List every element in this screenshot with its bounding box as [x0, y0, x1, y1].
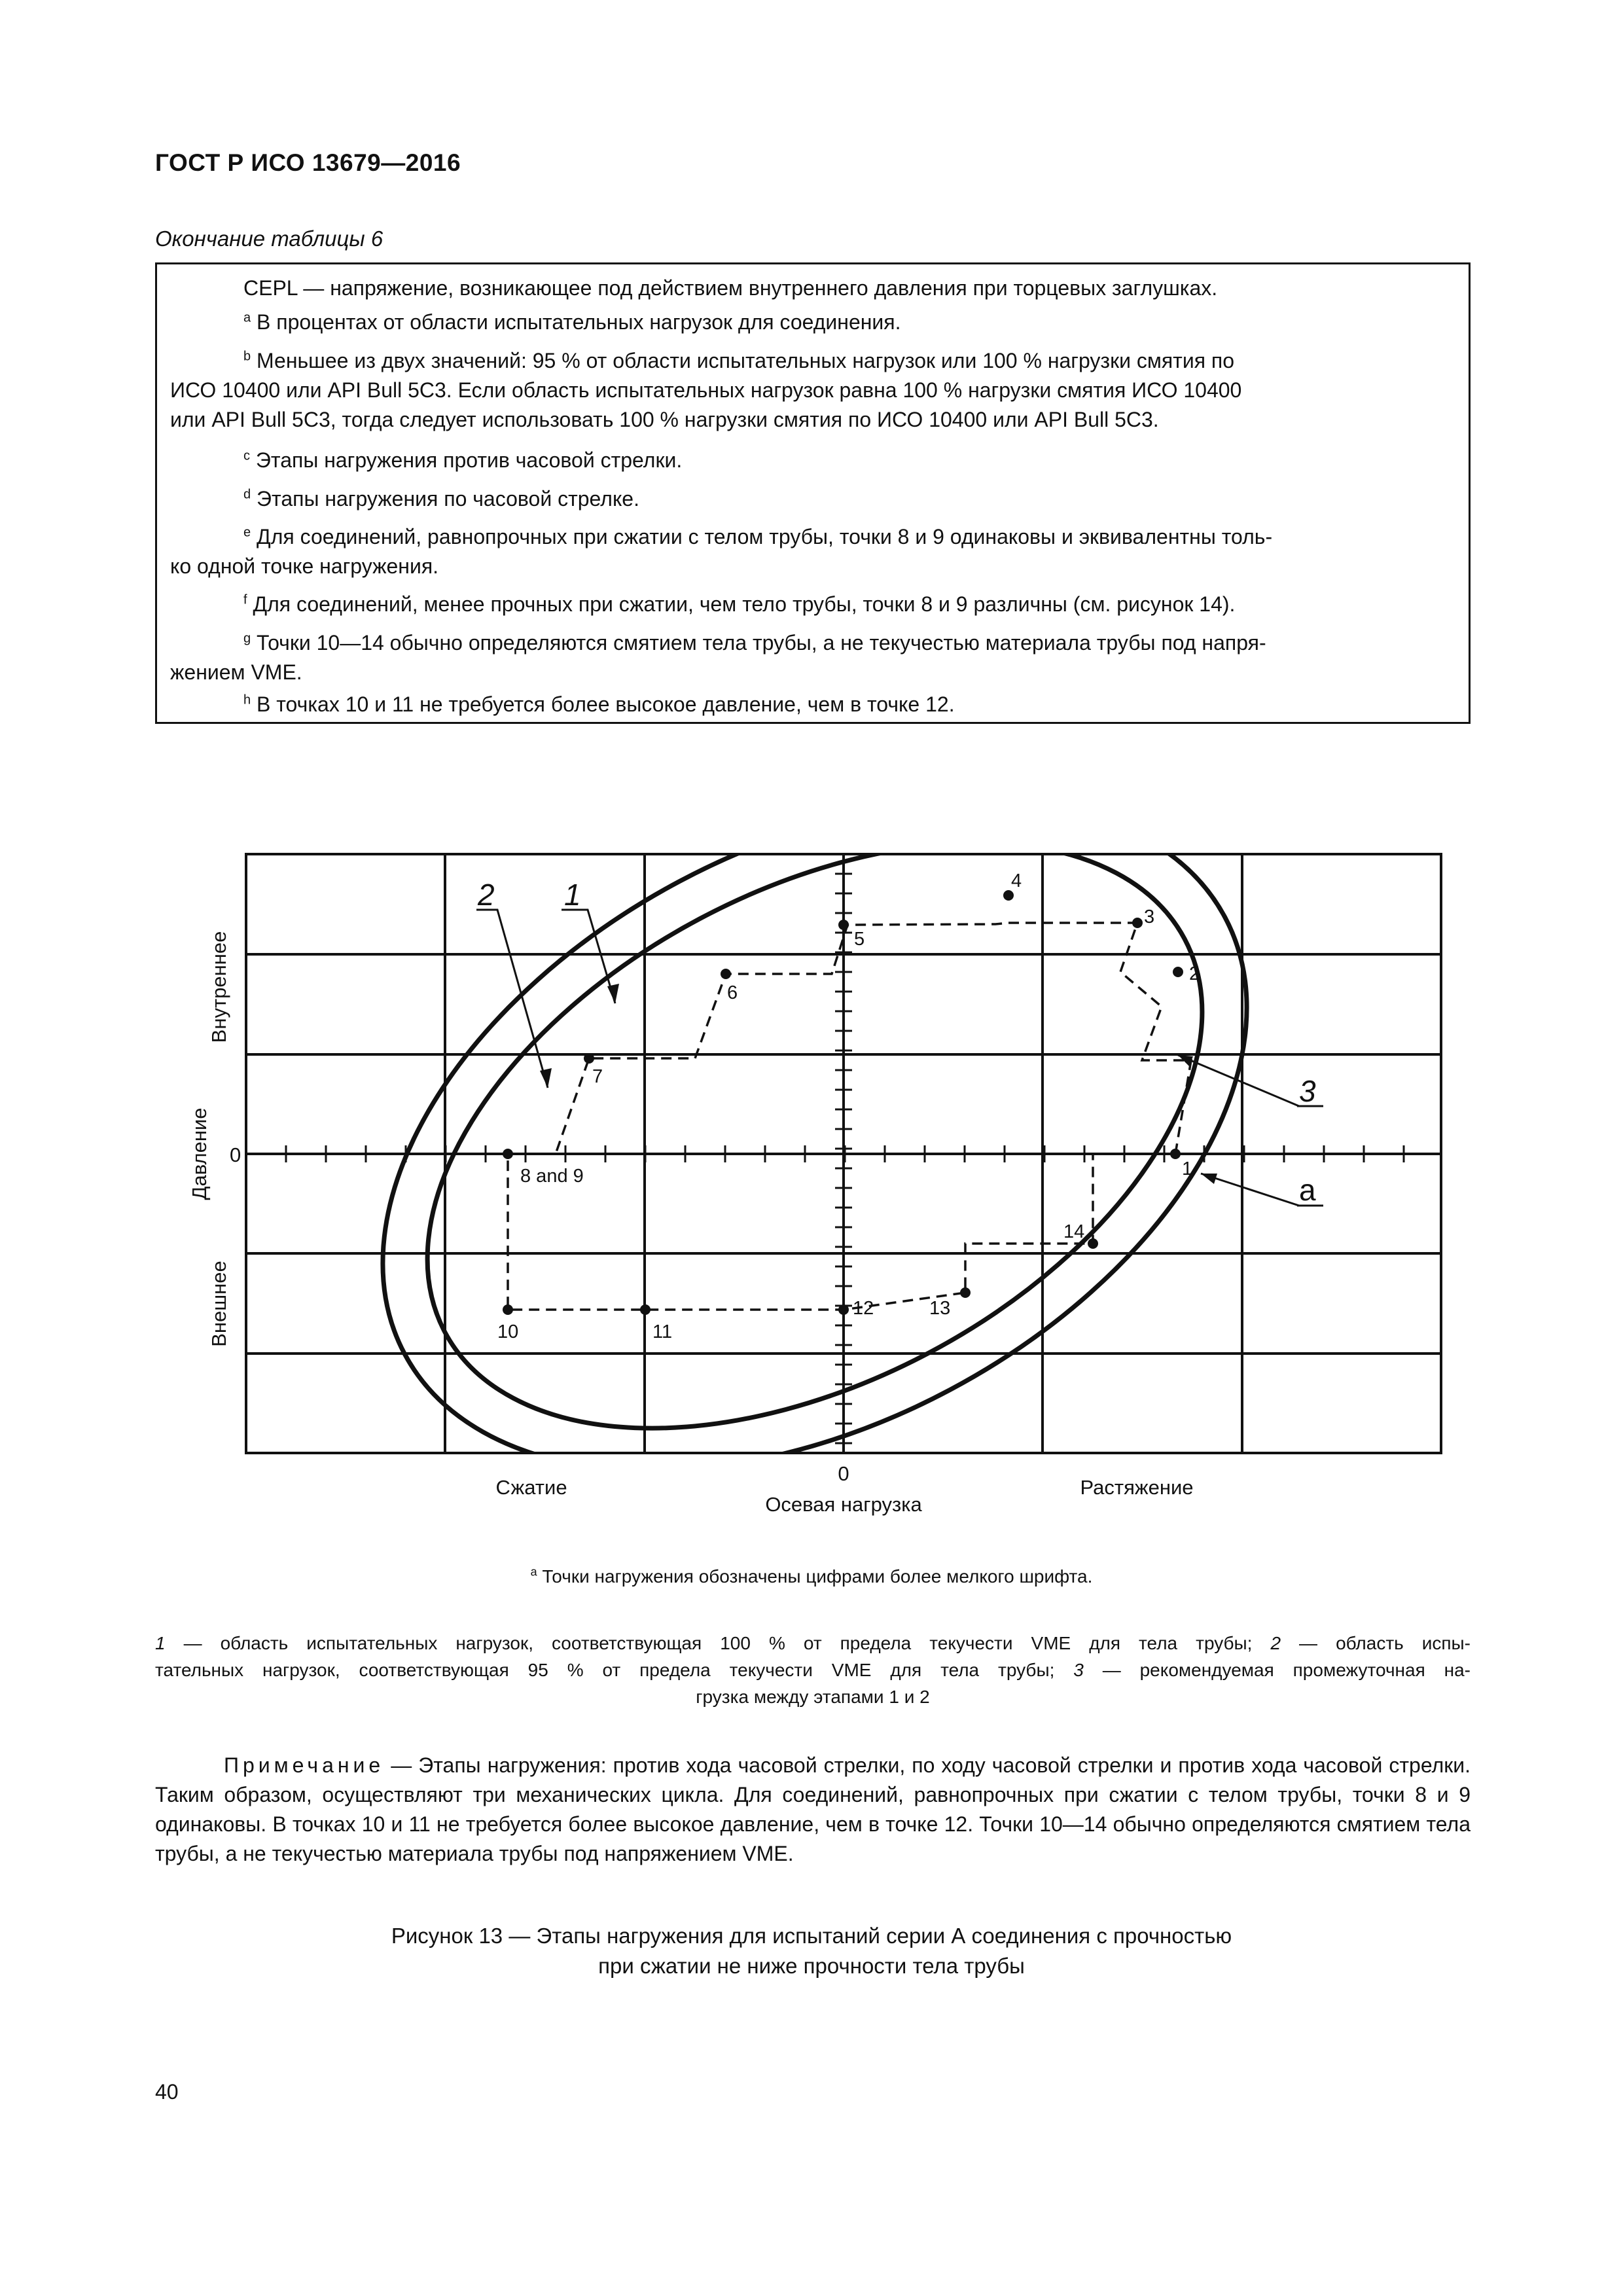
legend-text-3: — рекомендуемая промежуточная на-: [1083, 1660, 1471, 1680]
point-4-label: 4: [1011, 870, 1022, 891]
note-e: $^e$ Для соединений, равнопрочных при сжатии с телом трубы, точки 8 и 9 одинаковы и эквивалентны толь-: [243, 525, 1273, 548]
page-number: 40: [155, 2080, 179, 2104]
y-axis-title: Давление: [188, 1107, 211, 1200]
point-7-marker: [584, 1053, 594, 1064]
point-12-label: 12: [853, 1298, 874, 1319]
callout-2-arrow: [540, 1068, 552, 1088]
note-a: $^a$ В процентах от области испытательных нагрузок для соединения.: [243, 310, 901, 334]
note-b-line2: ИСО 10400 или API Bull 5C3. Если область испытательных нагрузок равна 100 % нагрузки смятия ИСО 10400: [170, 378, 1242, 402]
point-5-label: 5: [854, 929, 865, 950]
point-2-marker: [1173, 967, 1183, 977]
curve-label-3: 3: [1299, 1074, 1316, 1108]
legend-line-2: [155, 1657, 1471, 1683]
note-b-line1: Меньшее из двух значений: 95 % от области испытательных нагрузок или 100 % нагрузки смятия по: [257, 349, 1235, 372]
point-1-label: 1: [1182, 1158, 1193, 1179]
point-13-label: 13: [929, 1298, 951, 1319]
figure-title-line1: Рисунок 13 — Этапы нагружения для испытаний серии А соединения с прочностью: [391, 1924, 1232, 1948]
x-zero-label: 0: [838, 1462, 849, 1485]
point-7-label: 7: [592, 1066, 603, 1087]
note-f-text: Для соединений, менее прочных при сжатии, чем тело трубы, точки 8 и 9 различны (см. рисунок 14).: [253, 592, 1236, 616]
y-upper-label: Внутреннее: [207, 931, 230, 1043]
curve-label-a: a: [1299, 1173, 1316, 1207]
table-notes-box: [155, 262, 1471, 724]
callout-a-arrow: [1201, 1174, 1217, 1184]
legend-line-3: грузка между этапами 1 и 2: [696, 1687, 930, 1707]
loading-steps-figure: [0, 825, 1623, 1558]
curve-label-1: 1: [564, 878, 581, 912]
note-text: — Этапы нагружения: против хода часовой стрелки, по ходу часовой стрелки и против хода часовой стрелки. Таким образом, осуществляют три механических цикла. Для соединений, равнопрочных при сжатии с телом трубы, точки 8 и 9 одинаковы. В точках 10 и 11 не требуется более высокое давление, чем в точке 12. Точки 10—14 обычно определяются смятием тела трубы, а не текучестью материала трубы под напряжением VME.: [155, 1753, 1471, 1865]
point-3-label: 3: [1144, 906, 1155, 927]
point-8-9-label: 8 and 9: [520, 1166, 584, 1187]
note-a-text: В процентах от области испытательных нагрузок для соединения.: [257, 310, 901, 334]
note-cepl: CEPL — напряжение, возникающее под действием внутреннего давления при торцевых заглушках.: [243, 276, 1218, 300]
curve-label-2: 2: [478, 878, 495, 912]
x-right-label: Растяжение: [1080, 1476, 1194, 1499]
point-2-label: 2: [1189, 963, 1200, 984]
point-12-marker: [838, 1304, 849, 1315]
note-d: $^d$ Этапы нагружения по часовой стрелке.: [243, 487, 639, 511]
figure-footnote: $^a$ Точки нагружения обозначены цифрами более мелкого шрифта.: [530, 1565, 1093, 1587]
figure-legend: [155, 1630, 1471, 1710]
legend-num-1: 1: [155, 1633, 166, 1653]
note-f: $^f$ Для соединений, менее прочных при сжатии, чем тело трубы, точки 8 и 9 различны (см. рисунок 14).: [243, 592, 1236, 616]
note-c: $^c$ Этапы нагружения против часовой стрелки.: [243, 448, 683, 472]
point-6-label: 6: [727, 982, 738, 1003]
point-1-marker: [1170, 1149, 1181, 1159]
note-e-line1: Для соединений, равнопрочных при сжатии с телом трубы, точки 8 и 9 одинаковы и эквивалентны толь-: [257, 525, 1273, 548]
legend-num-3: 3: [1073, 1660, 1084, 1680]
note-h-text: В точках 10 и 11 не требуется более высокое давление, чем в точке 12.: [257, 692, 955, 716]
note-label: Примечание: [224, 1753, 385, 1777]
note-paragraph: [155, 1751, 1471, 1869]
point-10-label: 10: [497, 1321, 519, 1342]
region-2-curve: [330, 825, 1300, 1549]
point-11-label: 11: [652, 1321, 673, 1342]
table-caption: Окончание таблицы 6: [155, 226, 383, 251]
x-axis-title: Осевая нагрузка: [765, 1493, 922, 1516]
figure-footnote-text: Точки нагружения обозначены цифрами более мелкого шрифта.: [542, 1566, 1093, 1587]
callout-1-arrow: [607, 984, 619, 1003]
figure-title-line2: при сжатии не ниже прочности тела трубы: [598, 1954, 1025, 1978]
note-g: $^g$ Точки 10—14 обычно определяются смятием тела трубы, а не текучестью материала трубы под напря-: [243, 631, 1266, 655]
point-14-marker: [1088, 1238, 1098, 1249]
point-5-marker: [838, 920, 849, 930]
note-b-line3: или API Bull 5C3, тогда следует использовать 100 % нагрузки смятия по ИСО 10400 или API Bull 5C3.: [170, 408, 1159, 431]
note-g-line1: Точки 10—14 обычно определяются смятием тела трубы, а не текучестью материала трубы под напря-: [257, 631, 1266, 655]
point-13-marker: [960, 1287, 971, 1298]
axes: [246, 854, 1441, 1453]
note-e-line2: ко одной точке нагружения.: [170, 554, 439, 578]
note-d-text: Этапы нагружения по часовой стрелке.: [257, 487, 639, 511]
point-4-marker: [1003, 890, 1014, 901]
legend-num-2: 2: [1270, 1633, 1281, 1653]
legend-text-2: — область испы-: [1281, 1633, 1471, 1653]
legend-text-2b: тательных нагрузок, соответствующая 95 % от предела текучести VME для тела трубы;: [155, 1660, 1074, 1680]
point-8-9-marker: [503, 1149, 513, 1159]
note-c-text: Этапы нагружения против часовой стрелки.: [255, 448, 683, 472]
region-1-curve: [270, 825, 1361, 1558]
point-10-marker: [503, 1304, 513, 1315]
loading-path: [508, 923, 1191, 1310]
note-b: $^b$ Меньшее из двух значений: 95 % от области испытательных нагрузок или 100 % нагрузки смятия по: [243, 349, 1235, 372]
point-3-marker: [1132, 918, 1143, 928]
point-6-marker: [721, 969, 731, 979]
note-g-line2: жением VME.: [170, 660, 302, 684]
figure-title: [0, 1921, 1623, 1981]
note-h: $^h$ В точках 10 и 11 не требуется более высокое давление, чем в точке 12.: [243, 692, 955, 716]
legend-line-1: [155, 1630, 1471, 1657]
y-lower-label: Внешнее: [207, 1261, 230, 1347]
document-header: ГОСТ Р ИСО 13679—2016: [155, 149, 461, 176]
point-11-marker: [640, 1304, 651, 1315]
y-zero-label: 0: [230, 1143, 241, 1166]
point-14-label: 14: [1063, 1221, 1085, 1242]
x-left-label: Сжатие: [495, 1476, 567, 1499]
legend-text-1: — область испытательных нагрузок, соответствующая 100 % от предела текучести VME для тела трубы;: [165, 1633, 1271, 1653]
